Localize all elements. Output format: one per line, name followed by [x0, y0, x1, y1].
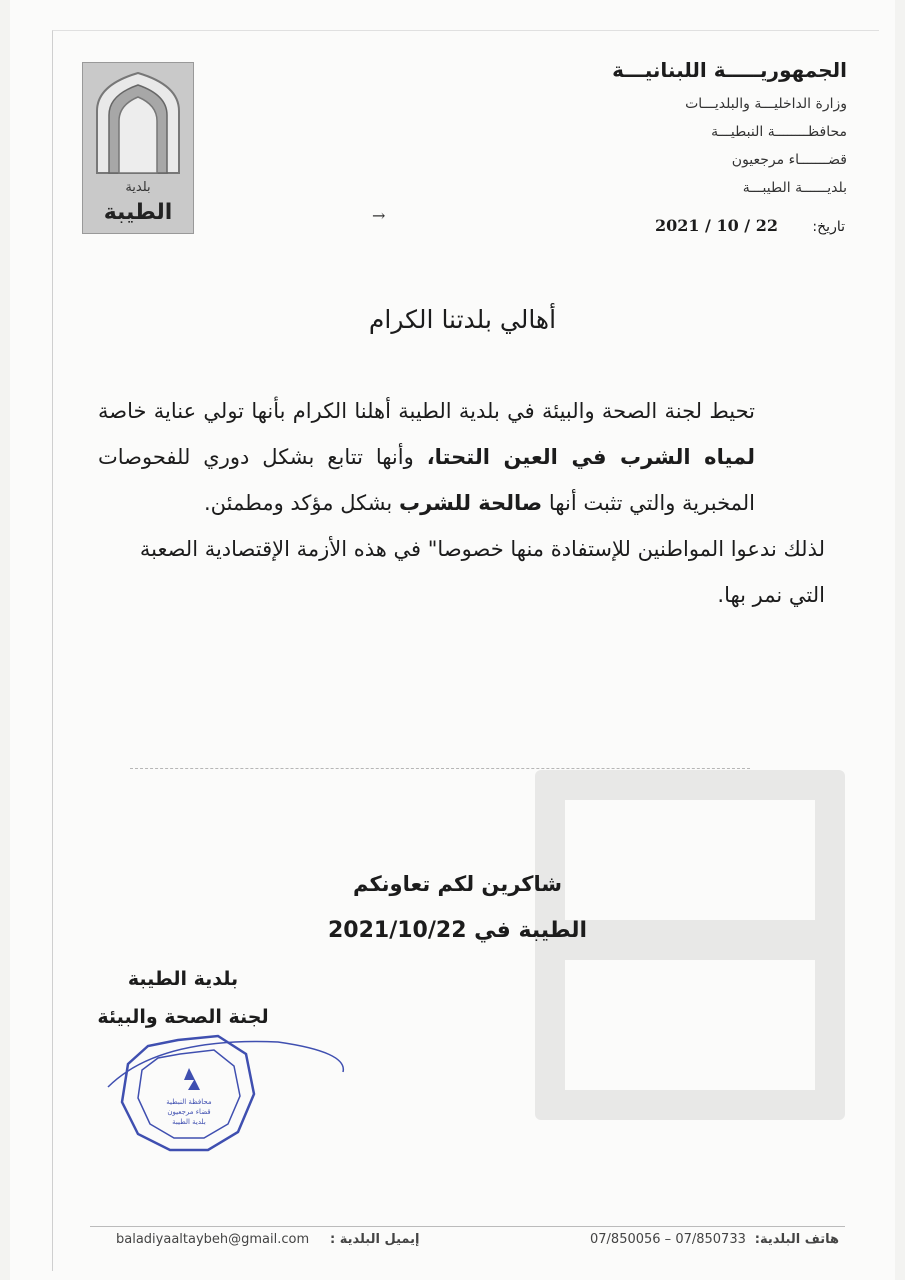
p1-end: وأنها تتابع بشكل دوري للفحوصات المخبرية والتي تثبت أنها	[98, 445, 755, 515]
municipality-logo	[82, 62, 194, 234]
letterhead	[607, 58, 847, 208]
p1-tail: بشكل مؤكد ومطمئن.	[203, 491, 393, 515]
p1-start: تحيط لجنة الصحة والبيئة في بلدية الطيبة أهلنا الكرام بأنها تولي عناية خاصة	[98, 399, 755, 423]
republic-title: الجمهوريـــــة اللبنانيـــة	[612, 58, 847, 82]
place-date-line: الطيبة في 2021/10/22	[327, 918, 588, 943]
logo-main-text: الطيبة	[103, 200, 173, 225]
letter-body	[98, 388, 825, 618]
governorate-line: محافظــــــــة النبطيـــة	[711, 124, 847, 140]
date-row	[655, 216, 845, 235]
paragraph-1	[98, 388, 825, 526]
signature-municipality: بلدية الطيبة	[127, 968, 239, 990]
official-stamp	[98, 1032, 358, 1172]
district-line: قضـــــــاء مرجعيون	[731, 152, 847, 168]
ministry-line: وزارة الداخليـــة والبلديـــات	[685, 96, 847, 112]
logo-top-text: بلدية	[125, 180, 151, 195]
footer	[90, 1232, 845, 1256]
footer-phones: 07/850056 – 07/850733	[590, 1232, 746, 1247]
document-page	[10, 0, 895, 1280]
divider	[130, 768, 750, 769]
footer-email: baladiyaaltaybeh@gmail.com	[116, 1232, 310, 1247]
p1-bold: لمياه الشرب في العين التحتا،	[426, 445, 756, 469]
footer-divider	[90, 1226, 845, 1227]
stamp-line-1: محافظة النبطية	[166, 1098, 212, 1106]
letter-title: أهالي بلدتنا الكرام	[368, 305, 557, 334]
date-value: 2021 / 10 / 22	[654, 216, 778, 235]
mark: →	[372, 206, 386, 225]
signature-committee: لجنة الصحة والبيئة	[97, 1006, 269, 1028]
paragraph-2: لذلك ندعوا المواطنين للإستفادة منها خصوصا" في هذه الأزمة الإقتصادية الصعبة التي نمر بها.	[139, 537, 825, 607]
footer-email-label: إيميل البلدية :	[330, 1232, 420, 1247]
thanks-line: شاكرين لكم تعاونكم	[352, 872, 563, 896]
p1-bold2: صالحة للشرب	[398, 491, 543, 515]
municipality-line: بلديــــــة الطيبـــة	[742, 180, 847, 196]
date-label: تاريخ:	[812, 219, 845, 235]
stamp-line-2: قضاء مرجعيون	[167, 1108, 211, 1116]
stamp-line-3: بلدية الطيبة	[172, 1118, 206, 1126]
footer-phone-label: هاتف البلدية:	[754, 1232, 839, 1247]
